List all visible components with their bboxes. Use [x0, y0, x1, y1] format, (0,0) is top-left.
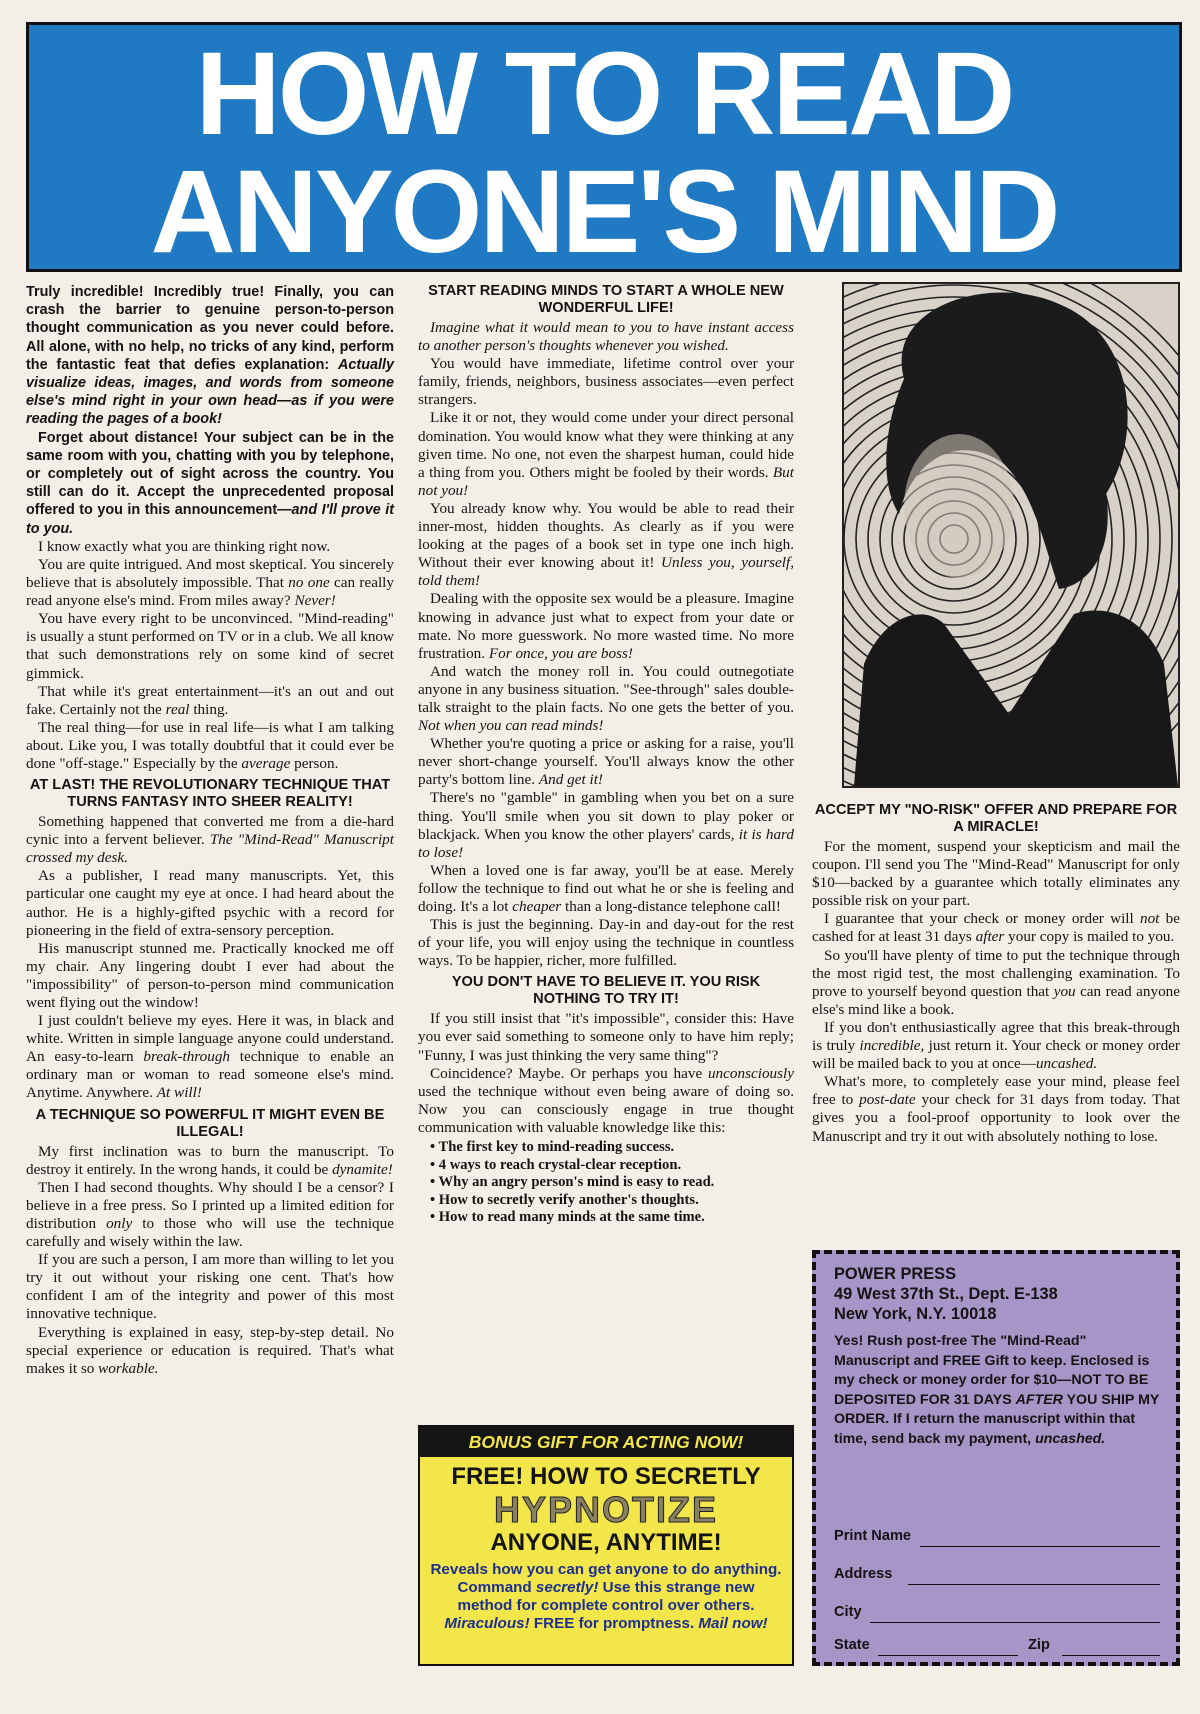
subheading: AT LAST! THE REVOLUTIONARY TECHNIQUE THAT TURNS FANTASY INTO SHEER REALITY!	[29, 777, 391, 811]
paragraph: His manuscript stunned me. Practically knocked me off my chair. Any lingering doubt I ever had about the "impossibility" of person-to-person mind communication went flying out the window!	[26, 939, 394, 1011]
intro-paragraph-2	[26, 429, 394, 538]
list-item: • Why an angry person's mind is easy to read.	[430, 1174, 794, 1192]
paragraph: There's no "gamble" in gambling when you bet on a sure thing. You'll smile when you sit down to play poker or blackjack. When you know the other players' cards, it is hard to lose!	[418, 789, 794, 861]
paragraph: Imagine what it would mean to you to have instant access to another person's thoughts whenever you wished.	[418, 319, 794, 355]
intro-text: Truly incredible! Incredibly true! Finally, you can crash the barrier to genuine person-to-person thought communication as you never could before. All alone, with no help, no tricks of any kind, perform the fantastic feat that defies explanation:	[26, 284, 394, 373]
benefits-list	[430, 1139, 794, 1227]
paragraph: Whether you're quoting a price or asking for a raise, you'll never short-change yourself. You'll always know the other party's bottom line. And get it!	[418, 735, 794, 789]
paragraph: If you are such a person, I am more than willing to let you try it out without your risking one cent. That's how confident I am of the integrity and power of this most innovative technique.	[26, 1251, 394, 1323]
subheading: A TECHNIQUE SO POWERFUL IT MIGHT EVEN BE ILLEGAL!	[35, 1106, 385, 1140]
paragraph: My first inclination was to burn the manuscript. To destroy it entirely. In the wrong hands, it could be dynamite!	[26, 1142, 394, 1178]
intro-block	[26, 283, 394, 538]
street-address: 49 West 37th St., Dept. E-138	[834, 1285, 1058, 1303]
paragraph: You would have immediate, lifetime control over your family, friends, neighbors, business associates—even perfect strangers.	[418, 355, 794, 409]
hypnotic-portrait-photo	[842, 282, 1180, 788]
zip-field[interactable]	[1062, 1655, 1160, 1656]
paragraph: I guarantee that your check or money order will not be cashed for at least 31 days after your copy is mailed to you.	[812, 910, 1180, 946]
city-address: New York, N.Y. 10018	[834, 1305, 997, 1323]
list-item: • 4 ways to reach crystal-clear reception.	[430, 1157, 794, 1175]
paragraph: The real thing—for use in real life—is what I am talking about. Like you, I was totally doubtful that it could ever be done "off-stage." Especially by the average person.	[26, 718, 394, 772]
print-name-label: Print Name	[834, 1528, 912, 1544]
headline-line-2: ANYONE'S MIND	[150, 146, 1058, 278]
bonus-line-3: ANYONE, ANYTIME!	[490, 1529, 722, 1556]
paragraph: Then I had second thoughts. Why should I be a censor? I believe in a free press. So I printed up a limited edition for distribution only to those who will use the technique carefully and wisely within the law.	[26, 1178, 394, 1251]
intro-text: Forget about distance! Your subject can be in the same room with you, chatting with you by telephone, or completely out of sight across the country. You still can do it. Accept the unprecedented proposal offered to you in this announcement—	[26, 429, 394, 519]
subheading: YOU DON'T HAVE TO BELIEVE IT. YOU RISK NOTHING TO TRY IT!	[451, 974, 761, 1008]
paragraph: Everything is explained in easy, step-by-step detail. No special experience or education is required. That's what makes it so workable.	[26, 1323, 394, 1377]
intro-emphasis: Actually visualize ideas, images, and words from someone else's mind right in your own head—as if you were reading the pages of a book!	[26, 356, 394, 428]
address-label: Address	[834, 1566, 893, 1582]
paragraph: Coincidence? Maybe. Or perhaps you have unconsciously used the technique without even being aware of doing so. Now you can consciously engage in true thought communication with valuable knowledge like this:	[418, 1064, 794, 1136]
paragraph: When a loved one is far away, you'll be at ease. Merely follow the technique to find out what he or she is feeling and doing. It's a lot cheaper than a long-distance telephone call!	[418, 861, 794, 915]
paragraph: This is just the beginning. Day-in and day-out for the rest of your life, you will enjoy using the technique in countless ways. To be happier, richer, more fulfilled.	[418, 916, 794, 970]
list-item: • The first key to mind-reading success.	[430, 1139, 794, 1157]
paragraph: You are quite intrigued. And most skeptical. You sincerely believe that is absolutely impossible. That no one can really read anyone else's mind. From miles away? Never!	[26, 555, 394, 610]
paragraph: So you'll have plenty of time to put the technique through the most rigid test, the most challenging examination. To prove to yourself beyond question that you can read anyone else's mind like a book.	[812, 946, 1180, 1018]
paragraph: You already know why. You would be able to read their inner-most, hidden thoughts. As clearly as if you were looking at the pages of a book set in type one inch high. Without their ever knowing about it! Unless you, yourself, told them!	[418, 499, 794, 590]
bonus-bar: BONUS GIFT FOR ACTING NOW!	[420, 1427, 792, 1457]
bonus-body: Reveals how you can get anyone to do anything. Command secretly! Use this strange new method for complete control over others. Miraculous! FREE for promptness. Mail now!	[430, 1561, 782, 1632]
paragraph: If you still insist that "it's impossible", consider this: Have you ever said something to someone only to have him reply; "Funny, I was just thinking the very same thing"?	[418, 1010, 794, 1064]
address-field[interactable]	[908, 1584, 1160, 1585]
company-name: POWER PRESS	[834, 1265, 957, 1283]
bonus-gift-box	[418, 1425, 794, 1666]
paragraph: I know exactly what you are thinking right now.	[38, 537, 331, 555]
bonus-line-1: FREE! HOW TO SECRETLY	[451, 1463, 761, 1490]
portrait-illustration	[844, 284, 1178, 786]
intro-paragraph-1	[26, 283, 394, 429]
state-label: State	[834, 1637, 870, 1653]
city-field[interactable]	[870, 1622, 1160, 1623]
paragraph: Dealing with the opposite sex would be a pleasure. Imagine knowing in advance just what to expect from your date or mate. No more guesswork. No more wasted time. No more frustration. For once, you are boss!	[418, 590, 794, 662]
city-label: City	[834, 1604, 862, 1620]
headline-line-1: HOW TO READ	[195, 28, 1013, 160]
column-right	[812, 802, 1180, 1146]
list-item: • How to secretly verify another's thoughts.	[430, 1192, 794, 1210]
paragraph: Like it or not, they would come under your direct personal domination. You would know what they were thinking at any given time. No one, not even the sharpest human, could hide a thing from you. Others might be fooled by their words. But not you!	[418, 409, 794, 499]
coupon-address	[834, 1264, 1160, 1324]
coupon-body: Yes! Rush post-free The "Mind-Read" Manuscript and FREE Gift to keep. Enclosed is my check or money order for $10—NOT TO BE DEPOSITED FOR 31 DAYS AFTER YOU SHIP MY ORDER. If I return the manuscript within that time, send back my payment, uncashed.	[834, 1333, 1160, 1447]
order-coupon	[812, 1250, 1180, 1666]
paragraph: And watch the money roll in. You could outnegotiate anyone in any business situation. "See-through" sales double-talk straight to the plain facts. No one gets the better of you. Not when you can read minds!	[418, 662, 794, 735]
subheading: START READING MINDS TO START A WHOLE NEW WONDERFUL LIFE!	[428, 283, 784, 316]
column-left	[26, 283, 394, 1378]
state-field[interactable]	[878, 1655, 1018, 1656]
bonus-line-2: HYPNOTIZE	[493, 1489, 718, 1530]
paragraph: If you don't enthusiastically agree that this break-through is truly incredible, just return it. Your check or money order will be mailed back to you at once—uncashed.	[812, 1018, 1180, 1073]
column-middle	[418, 283, 794, 1231]
zip-label: Zip	[1028, 1637, 1050, 1653]
paragraph: As a publisher, I read many manuscripts. Yet, this particular one caught my eye at once. I had heard about the author. He is a highly-gifted psychic with a record for pioneering in the field of extra-sensory perception.	[26, 867, 394, 939]
paragraph: You have every right to be unconvinced. "Mind-reading" is usually a stunt performed on TV or in a club. We all know that such demonstrations rely on some kind of secret gimmick.	[26, 610, 394, 682]
paragraph: What's more, to completely ease your mind, please feel free to post-date your check for 31 days from today. That gives you a fool-proof opportunity to look over the Manuscript and try it out with absolutely nothing to lose.	[812, 1073, 1180, 1145]
list-item: • How to read many minds at the same time.	[430, 1209, 794, 1227]
paragraph: I just couldn't believe my eyes. Here it was, in black and white. Written in simple language anyone could understand. An easy-to-learn break-through technique to enable an ordinary man or woman to read someone else's mind. Anytime. Anywhere. At will!	[26, 1012, 394, 1102]
headline-banner	[26, 22, 1182, 278]
paragraph: That while it's great entertainment—it's an out and out fake. Certainly not the real thing.	[26, 682, 394, 718]
subheading: ACCEPT MY "NO-RISK" OFFER AND PREPARE FOR A MIRACLE!	[814, 802, 1178, 835]
print-name-field[interactable]	[920, 1546, 1160, 1547]
paragraph: Something happened that converted me from a die-hard cynic into a fervent believer. The "Mind-Read" Manuscript crossed my desk.	[26, 813, 394, 867]
paragraph: For the moment, suspend your skepticism and mail the coupon. I'll send you The "Mind-Read" Manuscript for only $10—backed by a guarantee which totally eliminates any possible risk on your part.	[812, 838, 1180, 910]
intro-emphasis: and I'll prove it to you.	[26, 502, 394, 537]
